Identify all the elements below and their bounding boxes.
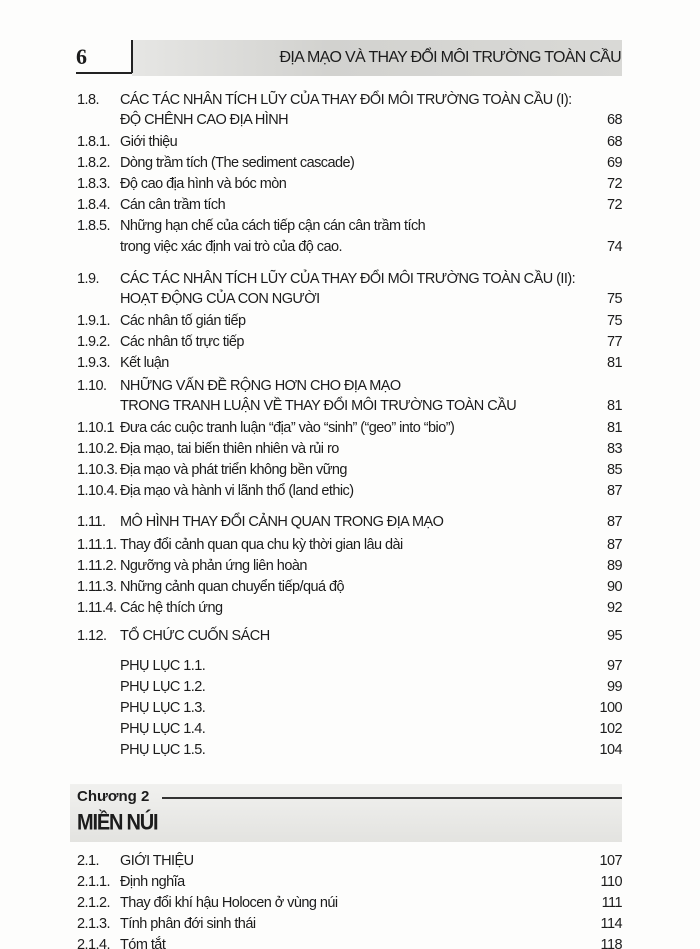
entry-page: 95 — [606, 628, 622, 644]
entry-number: 1.8.1. — [77, 134, 110, 150]
section-heading — [77, 397, 622, 417]
appendix-entry — [77, 677, 622, 698]
entry-page: 114 — [600, 916, 622, 932]
appendix-entry — [77, 719, 622, 740]
toc-entry — [77, 132, 622, 153]
toc-entry — [77, 195, 622, 216]
toc-entry — [77, 439, 622, 460]
entry-page: 104 — [599, 741, 622, 758]
entry-number: 2.1.2. — [77, 895, 110, 911]
page-number-underline — [76, 72, 132, 74]
entry-number: 1.8.5. — [77, 218, 110, 234]
toc-entry — [77, 332, 622, 353]
entry-number: 1.9. — [77, 271, 99, 287]
toc-entry — [77, 481, 622, 502]
section-heading — [77, 513, 622, 533]
section-heading — [77, 111, 622, 131]
entry-number: 2.1.1. — [77, 874, 110, 890]
entry-page: 68 — [606, 134, 622, 150]
entry-page: 77 — [606, 334, 622, 350]
entry-page: 107 — [599, 853, 622, 869]
entry-number: 1.8. — [77, 92, 99, 108]
entry-page: 69 — [606, 155, 622, 171]
toc-entry — [77, 851, 622, 872]
entry-title: Địa mạo và hành vi lãnh thổ (land ethic) — [120, 483, 354, 499]
section-heading — [77, 290, 622, 310]
entry-number: 2.1. — [77, 853, 99, 869]
toc-entry — [77, 216, 622, 237]
entry-number: 1.8.3. — [77, 176, 110, 192]
entry-page: 110 — [600, 874, 622, 890]
appendix-entry — [77, 656, 622, 677]
toc-entry — [77, 935, 622, 949]
entry-page: 72 — [606, 197, 622, 213]
entry-title: Đưa các cuộc tranh luận “địa” vào “sinh” (“geo” into “bio”) — [120, 420, 455, 436]
section-heading — [77, 377, 622, 397]
chapter-title: MIỀN NÚI — [77, 810, 158, 836]
entry-page: 111 — [601, 895, 622, 911]
entry-page: 90 — [606, 578, 622, 595]
entry-number: 1.9.1. — [77, 313, 110, 329]
entry-title: Các hệ thích ứng — [120, 599, 223, 616]
entry-title: HOẠT ĐỘNG CỦA CON NGƯỜI — [120, 290, 320, 307]
entry-title: Các nhân tố gián tiếp — [120, 313, 246, 329]
entry-number: 1.11.4. — [77, 599, 117, 616]
entry-title: Ngưỡng và phản ứng liên hoàn — [120, 557, 307, 574]
entry-title: GIỚI THIỆU — [120, 853, 194, 869]
entry-title: TRONG TRANH LUẬN VỀ THAY ĐỔI MÔI TRƯỜNG TOÀN CẦU — [120, 397, 517, 414]
entry-page: 85 — [606, 462, 622, 478]
entry-title: MÔ HÌNH THAY ĐỔI CẢNH QUAN TRONG ĐỊA MẠO — [120, 514, 444, 530]
section-heading — [77, 270, 622, 290]
entry-title: Địa mạo, tai biến thiên nhiên và rủi ro — [120, 441, 339, 457]
entry-page: 100 — [599, 699, 622, 716]
entry-title: CÁC TÁC NHÂN TÍCH LŨY CỦA THAY ĐỔI MÔI TRƯỜNG TOÀN CẦU (II): — [120, 271, 576, 287]
toc-entry — [77, 577, 622, 598]
chapter2-entries — [77, 851, 622, 949]
entry-page: 97 — [606, 657, 622, 674]
entry-title: Định nghĩa — [120, 874, 185, 890]
toc-entry — [77, 237, 622, 258]
entry-title: Tóm tắt — [120, 937, 166, 949]
entry-number: 1.10. — [77, 378, 107, 394]
entry-title: Tính phân đới sinh thái — [120, 916, 256, 932]
page-number: 6 — [76, 44, 87, 69]
running-title: ĐỊA MẠO VÀ THAY ĐỔI MÔI TRƯỜNG TOÀN CẦU — [279, 49, 621, 66]
entry-page: 92 — [606, 599, 622, 616]
entry-page: 102 — [599, 720, 622, 737]
entry-page: 118 — [600, 937, 622, 949]
entry-title: Những hạn chế của cách tiếp cận cán cân trầm tích — [120, 218, 426, 234]
entry-title: TỔ CHỨC CUỐN SÁCH — [120, 628, 270, 644]
entry-number: 2.1.4. — [77, 937, 110, 949]
entry-title: Thay đổi khí hậu Holocen ở vùng núi — [120, 895, 338, 911]
entry-page: 87 — [606, 536, 622, 553]
section-heading — [77, 91, 622, 111]
entry-title: Độ cao địa hình và bóc mòn — [120, 176, 287, 192]
entry-page: 75 — [606, 290, 622, 307]
entry-number: 1.8.4. — [77, 197, 110, 213]
entry-title: PHỤ LỤC 1.4. — [120, 720, 206, 737]
entry-page: 81 — [606, 355, 622, 371]
toc-entry — [77, 311, 622, 332]
entry-page: 83 — [606, 441, 622, 457]
entry-title: NHỮNG VẤN ĐỀ RỘNG HƠN CHO ĐỊA MẠO — [120, 378, 401, 394]
toc-entry — [77, 535, 622, 556]
entry-page: 81 — [606, 420, 622, 436]
entry-number: 1.9.3. — [77, 355, 110, 371]
section-heading — [77, 627, 622, 647]
entry-page: 87 — [606, 483, 622, 499]
entry-number: 1.12. — [77, 628, 107, 644]
entry-title: PHỤ LỤC 1.1. — [120, 657, 206, 674]
entry-title: Giới thiệu — [120, 134, 178, 150]
entry-title: Dòng trầm tích (The sediment cascade) — [120, 155, 355, 171]
entry-page: 75 — [606, 313, 622, 329]
chapter-label: Chương 2 — [77, 788, 150, 805]
entry-title: PHỤ LỤC 1.2. — [120, 678, 206, 695]
entry-title: Các nhân tố trực tiếp — [120, 334, 244, 350]
toc-section — [77, 377, 622, 502]
entry-title: Kết luận — [120, 355, 169, 371]
entry-number: 1.11.2. — [77, 557, 117, 574]
toc-entry — [77, 893, 622, 914]
toc-section — [77, 513, 622, 619]
entry-number: 1.9.2. — [77, 334, 110, 350]
entry-page: 68 — [606, 111, 622, 128]
entry-number: 1.8.2. — [77, 155, 110, 171]
toc-section — [77, 627, 622, 761]
chapter-rule — [162, 797, 622, 799]
entry-number: 1.10.1 — [77, 420, 115, 436]
entry-page: 89 — [606, 557, 622, 574]
toc-entry — [77, 460, 622, 481]
entry-title: Địa mạo và phát triển không bền vững — [120, 462, 347, 478]
entry-number: 1.11.1. — [77, 536, 117, 553]
entry-page: 99 — [606, 678, 622, 695]
entry-title: PHỤ LỤC 1.3. — [120, 699, 206, 716]
entry-number: 2.1.3. — [77, 916, 110, 932]
appendix-entry — [77, 698, 622, 719]
entry-title: trong việc xác định vai trò của độ cao. — [120, 239, 342, 255]
entry-number: 1.11.3. — [77, 578, 117, 595]
toc-entry — [77, 914, 622, 935]
toc-entry — [77, 872, 622, 893]
entry-number: 1.10.2. — [77, 441, 118, 457]
entry-page: 81 — [606, 397, 622, 414]
toc-section — [77, 91, 622, 258]
toc-entry — [77, 598, 622, 619]
entry-title: CÁC TÁC NHÂN TÍCH LŨY CỦA THAY ĐỔI MÔI TRƯỜNG TOÀN CẦU (I): — [120, 92, 572, 108]
entry-page: 74 — [606, 239, 622, 255]
toc-entry — [77, 174, 622, 195]
entry-number: 1.10.4. — [77, 483, 118, 499]
entry-page: 87 — [606, 514, 622, 530]
appendix-entry — [77, 740, 622, 761]
entry-title: Cán cân trầm tích — [120, 197, 226, 213]
entry-title: PHỤ LỤC 1.5. — [120, 741, 206, 758]
entry-title: ĐỘ CHÊNH CAO ĐỊA HÌNH — [120, 111, 289, 128]
entry-page: 72 — [606, 176, 622, 192]
toc-entry — [77, 353, 622, 374]
entry-number: 1.11. — [77, 514, 106, 530]
entry-title: Thay đổi cảnh quan qua chu kỳ thời gian lâu dài — [120, 536, 403, 553]
entry-title: Những cảnh quan chuyển tiếp/quá độ — [120, 578, 344, 595]
toc-entry — [77, 418, 622, 439]
toc-entry — [77, 556, 622, 577]
toc-section — [77, 270, 622, 374]
entry-number: 1.10.3. — [77, 462, 118, 478]
toc-entry — [77, 153, 622, 174]
header-divider — [131, 40, 133, 73]
